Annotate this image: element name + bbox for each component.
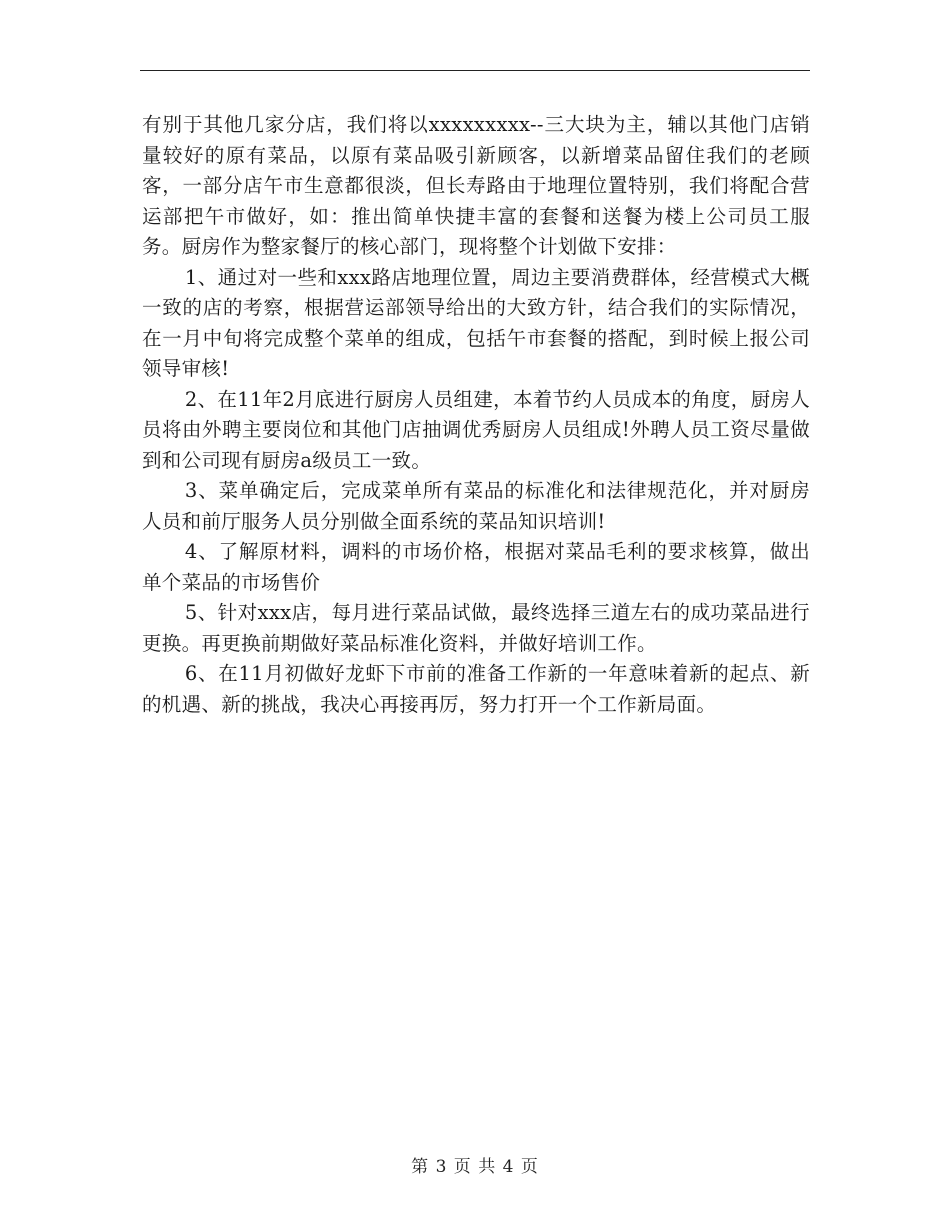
body-paragraph-item-5: 5、针对xxx店，每月进行菜品试做，最终选择三道左右的成功菜品进行更换。再更换前期做好菜品标准化资料，并做好培训工作。: [142, 601, 810, 655]
body-paragraph-item-3: 3、菜单确定后，完成菜单所有菜品的标准化和法律规范化，并对厨房人员和前厅服务人员分别做全面系统的菜品知识培训!: [142, 479, 810, 533]
page-number-footer: 第 3 页 共 4 页: [411, 1157, 539, 1177]
body-paragraph-item-6: 6、在11月初做好龙虾下市前的准备工作新的一年意味着新的起点、新的机遇、新的挑战，我决心再接再厉，努力打开一个工作新局面。: [142, 662, 810, 716]
body-paragraph-item-2: 2、在11年2月底进行厨房人员组建，本着节约人员成本的角度，厨房人员将由外聘主要岗位和其他门店抽调优秀厨房人员组成!外聘人员工资尽量做到和公司现有厨房a级员工一致。: [142, 387, 810, 472]
header-divider: [140, 70, 810, 71]
body-paragraph-item-4: 4、了解原材料，调料的市场价格，根据对菜品毛利的要求核算，做出单个菜品的市场售价: [142, 540, 810, 594]
body-paragraph-item-1: 1、通过对一些和xxx路店地理位置，周边主要消费群体，经营模式大概一致的店的考察，根据营运部领导给出的大致方针，结合我们的实际情况，在一月中旬将完成整个菜单的组成，包括午市套餐的搭配，到时候上报公司领导审核!: [142, 265, 810, 380]
document-body: [142, 110, 810, 720]
body-paragraph-intro: 有别于其他几家分店，我们将以xxxxxxxxx--三大块为主，辅以其他门店销量较好的原有菜品，以原有菜品吸引新顾客，以新增菜品留住我们的老顾客，一部分店午市生意都很淡，但长寿路由于地理位置特别，我们将配合营运部把午市做好，如：推出简单快捷丰富的套餐和送餐为楼上公司员工服务。厨房作为整家餐厅的核心部门，现将整个计划做下安排：: [142, 113, 810, 258]
